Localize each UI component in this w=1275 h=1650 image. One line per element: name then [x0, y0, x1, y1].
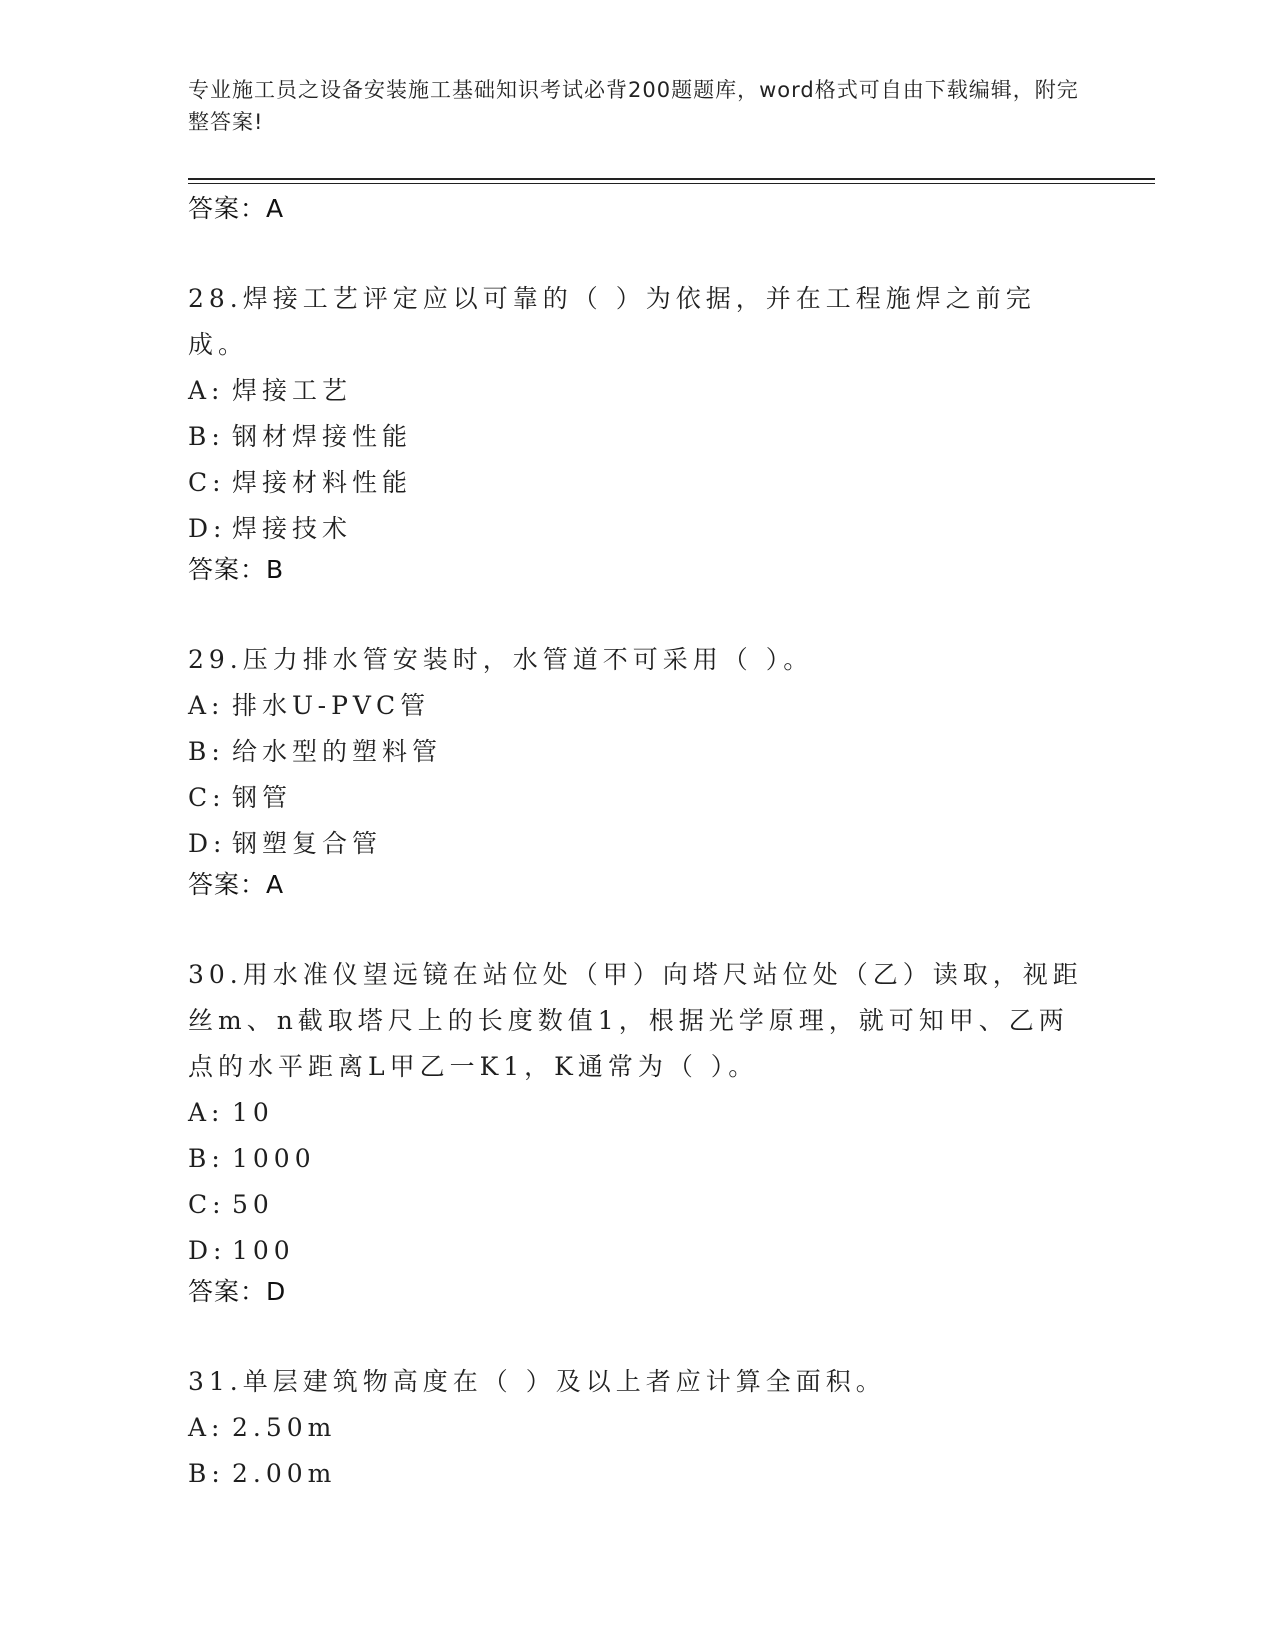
option-text: 排水U-PVC管 — [232, 691, 431, 720]
question-block — [188, 276, 1088, 552]
option-letter: C: — [188, 468, 226, 497]
option-letter: A: — [188, 376, 225, 405]
question-title: 28.焊接工艺评定应以可靠的（ ）为依据，并在工程施焊之前完成。 — [188, 284, 1036, 359]
option-text: 10 — [232, 1098, 274, 1127]
question-block — [188, 637, 1088, 867]
option-text: 1000 — [232, 1144, 316, 1173]
document-header: 专业施工员之设备安装施工基础知识考试必背200题题库，word格式可自由下载编辑，附完整答案! — [188, 78, 1079, 134]
option-text: 钢材焊接性能 — [232, 422, 413, 451]
question-title: 29.压力排水管安装时，水管道不可采用（ ）。 — [188, 645, 814, 674]
option-d — [188, 1228, 1088, 1274]
question-block — [188, 1359, 1088, 1497]
option-letter: A: — [188, 1098, 225, 1127]
option-letter: A: — [188, 1413, 225, 1442]
option-c — [188, 1182, 1088, 1228]
question-title: 30.用水准仪望远镜在站位处（甲）向塔尺站位处（乙）读取，视距丝m、n截取塔尺上的长度数值1，根据光学原理，就可知甲、乙两点的水平距离L甲乙一K1，K通常为（ ）。 — [188, 960, 1083, 1081]
option-text: 焊接材料性能 — [232, 468, 413, 497]
option-a — [188, 1405, 1088, 1451]
option-text: 焊接技术 — [232, 514, 353, 543]
option-letter: A: — [188, 691, 225, 720]
option-letter: B: — [188, 1459, 225, 1488]
option-a — [188, 368, 1088, 414]
option-a — [188, 1090, 1088, 1136]
answer-line: 答案：B — [188, 555, 285, 584]
answer-line: 答案：A — [188, 870, 285, 899]
option-d — [188, 821, 1088, 867]
answer-line: 答案：D — [188, 1277, 287, 1306]
option-b — [188, 414, 1088, 460]
option-letter: D: — [188, 829, 227, 858]
option-b — [188, 1451, 1088, 1497]
header-rule-thick — [188, 178, 1155, 180]
option-letter: B: — [188, 422, 225, 451]
option-text: 给水型的塑料管 — [232, 737, 443, 766]
option-d — [188, 506, 1088, 552]
option-letter: D: — [188, 1236, 227, 1265]
option-letter: B: — [188, 737, 225, 766]
option-b — [188, 729, 1088, 775]
header-rule-thin — [188, 183, 1155, 184]
option-text: 2.00m — [232, 1459, 337, 1488]
option-text: 50 — [232, 1190, 274, 1219]
option-c — [188, 775, 1088, 821]
option-text: 100 — [232, 1236, 295, 1265]
option-letter: C: — [188, 783, 226, 812]
question-list — [188, 192, 1088, 1497]
option-letter: D: — [188, 514, 227, 543]
option-text: 钢塑复合管 — [232, 829, 383, 858]
option-text: 钢管 — [232, 783, 293, 812]
option-text: 2.50m — [232, 1413, 337, 1442]
option-c — [188, 460, 1088, 506]
answer-line: 答案：A — [188, 194, 285, 223]
option-b — [188, 1136, 1088, 1182]
question-block — [188, 952, 1088, 1274]
option-letter: C: — [188, 1190, 226, 1219]
question-title: 31.单层建筑物高度在（ ）及以上者应计算全面积。 — [188, 1367, 886, 1396]
option-text: 焊接工艺 — [232, 376, 353, 405]
option-letter: B: — [188, 1144, 225, 1173]
option-a — [188, 683, 1088, 729]
